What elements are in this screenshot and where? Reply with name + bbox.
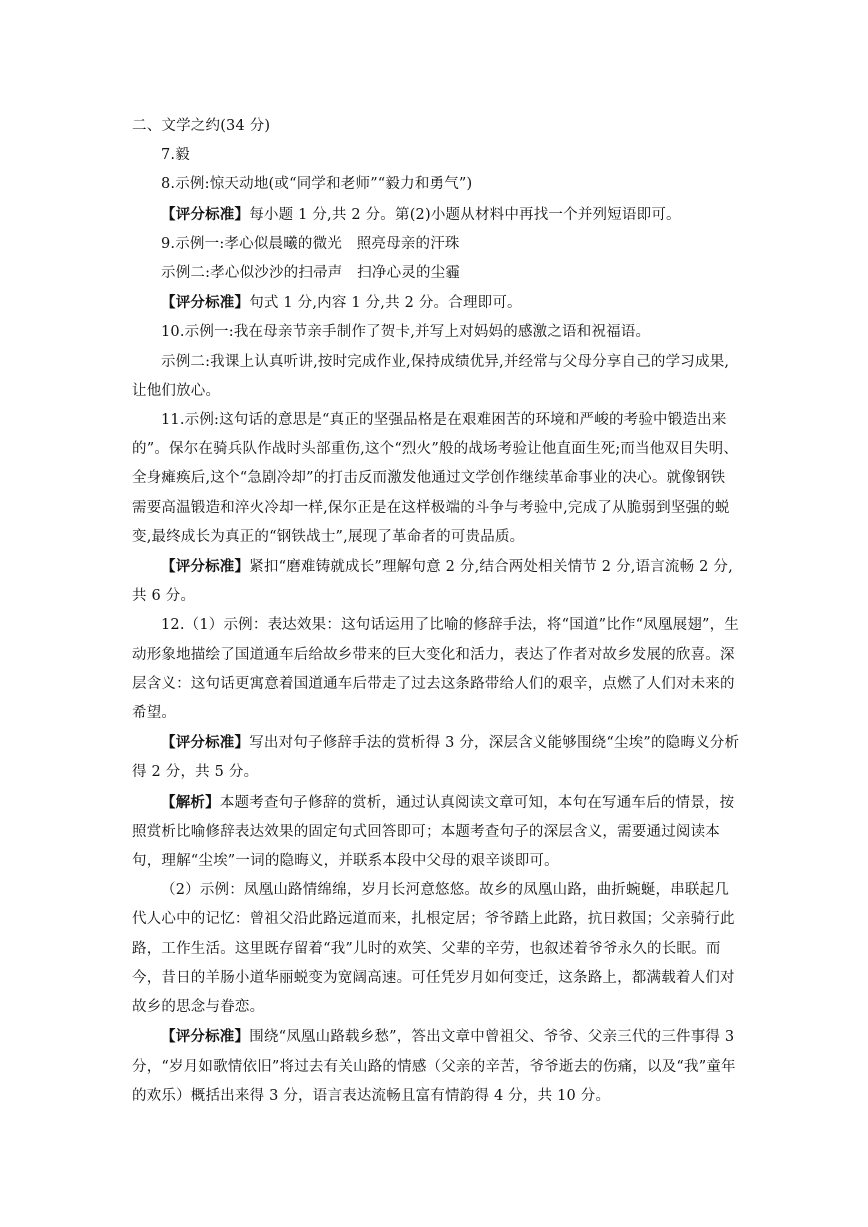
- paragraph-text: 10.示例一:我在母亲节亲手制作了贺卡,并写上对妈妈的感激之语和祝福语。: [161, 324, 651, 341]
- paragraph-text: 每小题 1 分,共 2 分。第(2)小题从材料中再找一个并列短语即可。: [249, 206, 681, 223]
- paragraph-text: 句式 1 分,内容 1 分,共 2 分。合理即可。: [249, 295, 522, 312]
- paragraph-text: 8.示例:惊天动地(或“同学和老师”“毅力和勇气”): [161, 176, 473, 193]
- section-title: 二、文学之约(34 分): [132, 118, 271, 134]
- paragraph-text: 示例二:孝心似沙沙的扫帚声 扫净心灵的尘霾: [161, 265, 461, 282]
- paragraph-text: （2）示例：凤凰山路情绵绵，岁月长河意悠悠。故乡的凤凰山路，曲折蜿蜒，串联起几代人心中的记忆：曾祖父沿此路远道而来，扎根定居；爷爷踏上此路，抗日救国；父亲骑行此路，工作生活。这里既存留着“我”儿时的欢笑、父辈的辛劳，也叙述着爷爷永久的长眠。而今，昔日的羊肠小道华丽蜕变为宽阔高速。可任凭岁月如何变迁，这条路上，都满载着人们对故乡的思念与眷恋。: [132, 882, 735, 1016]
- scoring-note: [132, 1022, 740, 1111]
- scoring-note: [132, 788, 740, 877]
- scoring-note: [132, 728, 740, 787]
- answer-paragraph: [132, 318, 740, 347]
- paragraph-label: 【评分标准】: [161, 205, 250, 223]
- paragraph-text: 11.示例:这句话的意思是“真正的坚强品格是在艰难困苦的环境和严峻的考验中锻造出来的”。保尔在骑兵队作战时头部重伤,这个“烈火”般的战场考验让他直面生死;而当他双目失明、全身瘫痪后,这个“急剧冷却”的打击反而激发他通过文学创作继续革命事业的决心。就像钢铁需要高温锻造和淬火冷却一样,保尔正是在这样极端的斗争与考验中,完成了从脆弱到坚强的蜕变,最终成长为真正的“钢铁战士”,展现了革命者的可贵品质。: [132, 412, 739, 545]
- paragraph-label: 【评分标准】: [161, 558, 250, 576]
- paragraph-text: 紧扣“磨难铸就成长”理解句意 2 分,结合两处相关情节 2 分,语言流畅 2 分,共 6 分。: [132, 559, 733, 605]
- answer-paragraph: [132, 406, 740, 552]
- paragraph-label: 【解析】: [161, 793, 220, 811]
- paragraph-label: 【评分标准】: [161, 734, 250, 752]
- paragraph-text: 围绕“凤凰山路载乡愁”，答出文章中曾祖父、爷爷、父亲三代的三件事得 3 分，“岁月如歌情依旧”将过去有关山路的情感（父亲的辛苦，爷爷逝去的伤痛，以及“我”童年的欢乐）概括出来得 3 分，语言表达流畅且富有情韵得 4 分，共 10 分。: [132, 1029, 736, 1104]
- answer-paragraph: [132, 259, 740, 288]
- answer-paragraph: [132, 348, 740, 406]
- answer-paragraph: [132, 611, 740, 728]
- paragraph-text: 本题考查句子修辞的赏析，通过认真阅读文章可知，本句在写通车后的情景，按照赏析比喻修辞表达效果的固定句式回答即可；本题考查句子的深层含义，需要通过阅读本句，理解“尘埃”一词的隐晦义，并联系本段中父母的艰辛谈即可。: [132, 794, 735, 870]
- paragraph-text: 写出对句子修辞手法的赏析得 3 分，深层含义能够围绕“尘埃”的隐晦义分析得 2 分，共 5 分。: [132, 735, 740, 781]
- scoring-note: [132, 288, 740, 318]
- answer-paragraph: [132, 230, 740, 259]
- answer-paragraph: [132, 170, 740, 199]
- answer-paragraph: [132, 141, 740, 170]
- answer-list: [132, 141, 740, 1111]
- paragraph-text: 9.示例一:孝心似晨曦的微光 照亮母亲的汗珠: [161, 235, 460, 252]
- paragraph-label: 【评分标准】: [161, 1028, 250, 1046]
- paragraph-label: 【评分标准】: [161, 294, 250, 312]
- paragraph-text: 12.（1）示例：表达效果：这句话运用了比喻的修辞手法，将“国道”比作“凤凰展翅”，生动形象地描绘了国道通车后给故乡带来的巨大变化和活力，表达了作者对故乡发展的欣喜。深层含义：这句话更寓意着国道通车后带走了过去这条路带给人们的艰辛，点燃了人们对未来的希望。: [132, 617, 740, 722]
- scoring-note: [132, 200, 740, 230]
- answer-paragraph: [132, 876, 740, 1022]
- paragraph-text: 示例二:我课上认真听讲,按时完成作业,保持成绩优异,并经常与父母分享自己的学习成果,让他们放心。: [132, 353, 730, 399]
- scoring-note: [132, 552, 740, 611]
- paragraph-text: 7.毅: [161, 147, 190, 164]
